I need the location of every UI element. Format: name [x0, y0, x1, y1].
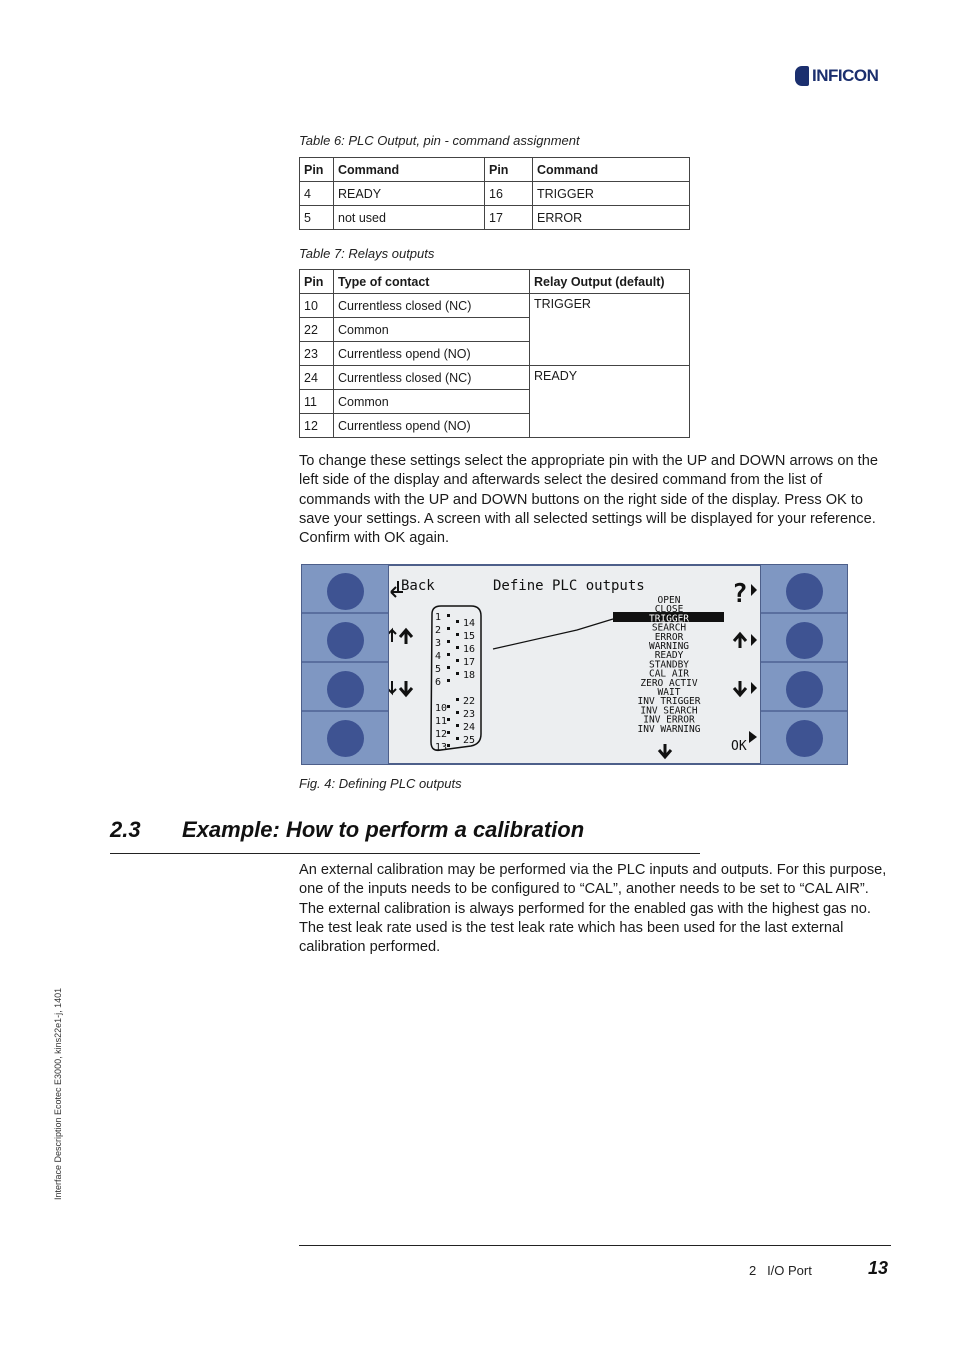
pin-dot	[447, 731, 450, 734]
pin-dot	[447, 666, 450, 669]
table-cell: READY	[334, 182, 485, 206]
section-number: 2.3	[110, 817, 141, 842]
col-header: Command	[334, 158, 485, 182]
pin-dot	[447, 614, 450, 617]
command-up-arrow-icon[interactable]	[734, 634, 757, 648]
command-option[interactable]: ERROR	[654, 631, 684, 643]
help-arrow-icon	[751, 584, 757, 596]
table-cell: 4	[300, 182, 334, 206]
table-cell: Currentless closed (NC)	[334, 294, 530, 318]
table-cell: 12	[300, 414, 334, 438]
table-cell: Common	[334, 390, 530, 414]
pin-dot	[456, 633, 459, 636]
connection-line	[493, 619, 613, 649]
table-cell: 17	[485, 206, 533, 230]
section-paragraph	[299, 861, 891, 957]
left-pin-label: 11	[435, 716, 448, 727]
left-button-panel	[301, 564, 389, 765]
table-cell: Currentless opend (NO)	[334, 414, 530, 438]
table-header-row	[300, 158, 690, 182]
lcd-graphic	[389, 566, 760, 763]
pin-dot	[447, 679, 450, 682]
section-heading	[110, 817, 584, 843]
pin-dot	[456, 698, 459, 701]
pin-dot	[447, 640, 450, 643]
table-header-row	[300, 270, 690, 294]
section-title: Example: How to perform a calibration	[182, 817, 585, 842]
figure-caption: Fig. 4: Defining PLC outputs	[299, 776, 462, 791]
left-pin-label: 10	[435, 703, 448, 714]
table-cell: 22	[300, 318, 334, 342]
command-option[interactable]: TRIGGER	[648, 613, 690, 625]
pin-dot	[456, 620, 459, 623]
right-pin-label: 25	[463, 735, 476, 746]
table-cell: Common	[334, 318, 530, 342]
footer-rule	[299, 1245, 891, 1246]
command-option[interactable]: WAIT	[657, 687, 681, 698]
table-relays-outputs	[299, 269, 690, 438]
right-pins	[456, 618, 475, 746]
left-button-2[interactable]	[327, 622, 364, 659]
command-option[interactable]: INV TRIGGER	[637, 696, 701, 708]
pin-dot	[447, 653, 450, 656]
table-row	[300, 294, 690, 318]
back-label[interactable]: Back	[401, 578, 435, 594]
command-option[interactable]: STANDBY	[648, 659, 690, 671]
table-cell: Currentless opend (NO)	[334, 342, 530, 366]
pin-dot	[456, 711, 459, 714]
intro-text: To change these settings select the appropriate pin with the UP and DOWN arrows on the left side of the display and afterwards select the desired command from the list of commands with the UP and DOWN buttons on the right side of the display. Press OK to save your settings. A screen with all selected settings will be displayed for your reference. Confirm with OK again.	[299, 453, 878, 547]
right-pin-label: 18	[463, 670, 476, 681]
left-pin-label: 1	[435, 612, 442, 623]
table-row	[300, 206, 690, 230]
right-button-2[interactable]	[786, 622, 823, 659]
list-down-arrow-icon	[659, 744, 671, 757]
pin-dot	[456, 672, 459, 675]
col-header: Pin	[300, 158, 334, 182]
pin-dot	[447, 718, 450, 721]
logo-text: INFICON	[812, 66, 879, 85]
left-pin-label: 6	[435, 677, 442, 688]
page-number: 13	[868, 1258, 889, 1278]
right-pin-label: 14	[463, 618, 476, 629]
left-button-1[interactable]	[327, 573, 364, 610]
document-reference: Interface Description Ecotec E3000, kins22e1-j, 1401	[53, 987, 63, 1200]
command-option[interactable]: OPEN	[657, 595, 681, 606]
table-cell-group: TRIGGER	[530, 294, 690, 366]
help-icon[interactable]: ?	[732, 579, 748, 609]
right-button-1[interactable]	[786, 573, 823, 610]
left-pins	[435, 612, 450, 753]
command-option[interactable]: INV WARNING	[637, 723, 701, 735]
table-cell: TRIGGER	[533, 182, 690, 206]
right-pin-label: 24	[463, 722, 476, 733]
right-button-3[interactable]	[786, 671, 823, 708]
table-cell-group: READY	[530, 366, 690, 438]
left-button-4[interactable]	[327, 720, 364, 757]
table-row	[300, 366, 690, 390]
right-pin-label: 15	[463, 631, 476, 642]
command-option[interactable]: SEARCH	[651, 622, 687, 634]
right-pin-label: 22	[463, 696, 476, 707]
pin-dot	[456, 737, 459, 740]
command-option[interactable]: WARNING	[648, 641, 690, 652]
intro-paragraph	[299, 452, 891, 548]
right-pin-label: 16	[463, 644, 476, 655]
table-cell: 24	[300, 366, 334, 390]
command-option[interactable]: CLOSE	[654, 604, 684, 616]
command-option[interactable]: INV ERROR	[643, 714, 695, 726]
table-cell: 5	[300, 206, 334, 230]
table7-caption: Table 7: Relays outputs	[299, 246, 435, 261]
pin-up-arrow-icon[interactable]	[389, 630, 412, 644]
table-cell: ERROR	[533, 206, 690, 230]
table-cell: not used	[334, 206, 485, 230]
table6-caption: Table 6: PLC Output, pin - command assignment	[299, 133, 580, 148]
left-pin-label: 12	[435, 729, 448, 740]
command-option[interactable]: CAL AIR	[648, 668, 690, 680]
logo-mark-icon	[795, 66, 809, 86]
footer-section: 2 I/O Port	[749, 1263, 812, 1278]
pin-dot	[447, 705, 450, 708]
col-header: Type of contact	[334, 270, 530, 294]
section-text: An external calibration may be performed via the PLC inputs and outputs. For this purpose, one of the inputs needs to be configured to “CAL”, another needs to be set to “CAL AIR”. The external calibration is always performed for the enabled gas with the highest gas no. The test leak rate used is the test leak rate which has been used for the last external calibration performed.	[299, 862, 887, 956]
left-button-3[interactable]	[327, 671, 364, 708]
pin-dot	[456, 659, 459, 662]
ok-label[interactable]: OK	[731, 739, 747, 754]
table-cell: Currentless closed (NC)	[334, 366, 530, 390]
section-rule	[110, 853, 700, 854]
table-cell: 16	[485, 182, 533, 206]
lcd-screen	[389, 564, 760, 765]
pin-dot	[456, 724, 459, 727]
table-plc-output	[299, 157, 690, 230]
table-cell: 11	[300, 390, 334, 414]
command-option[interactable]: ZERO ACTIV	[640, 677, 698, 689]
right-button-4[interactable]	[786, 720, 823, 757]
table-cell: 10	[300, 294, 334, 318]
plc-display-figure	[301, 564, 848, 765]
right-pin-label: 23	[463, 709, 476, 720]
left-pin-label: 2	[435, 625, 442, 636]
left-pin-label: 3	[435, 638, 442, 649]
left-pin-label: 5	[435, 664, 442, 675]
pin-dot	[456, 646, 459, 649]
left-pin-label: 13	[435, 742, 448, 753]
figure-title: Define PLC outputs	[493, 578, 645, 594]
inficon-logo	[795, 66, 878, 86]
command-option[interactable]: INV SEARCH	[640, 705, 698, 717]
col-header: Command	[533, 158, 690, 182]
table-row	[300, 182, 690, 206]
col-header: Relay Output (default)	[530, 270, 690, 294]
pin-dot	[447, 627, 450, 630]
ok-icon[interactable]	[749, 731, 757, 743]
command-down-arrow-icon[interactable]	[734, 681, 757, 695]
left-pin-label: 4	[435, 651, 442, 662]
command-option[interactable]: READY	[654, 650, 684, 662]
pin-dot	[447, 744, 450, 747]
right-button-panel	[760, 564, 848, 765]
col-header: Pin	[485, 158, 533, 182]
pin-down-arrow-icon[interactable]	[389, 681, 412, 695]
col-header: Pin	[300, 270, 334, 294]
table-cell: 23	[300, 342, 334, 366]
right-pin-label: 17	[463, 657, 476, 668]
